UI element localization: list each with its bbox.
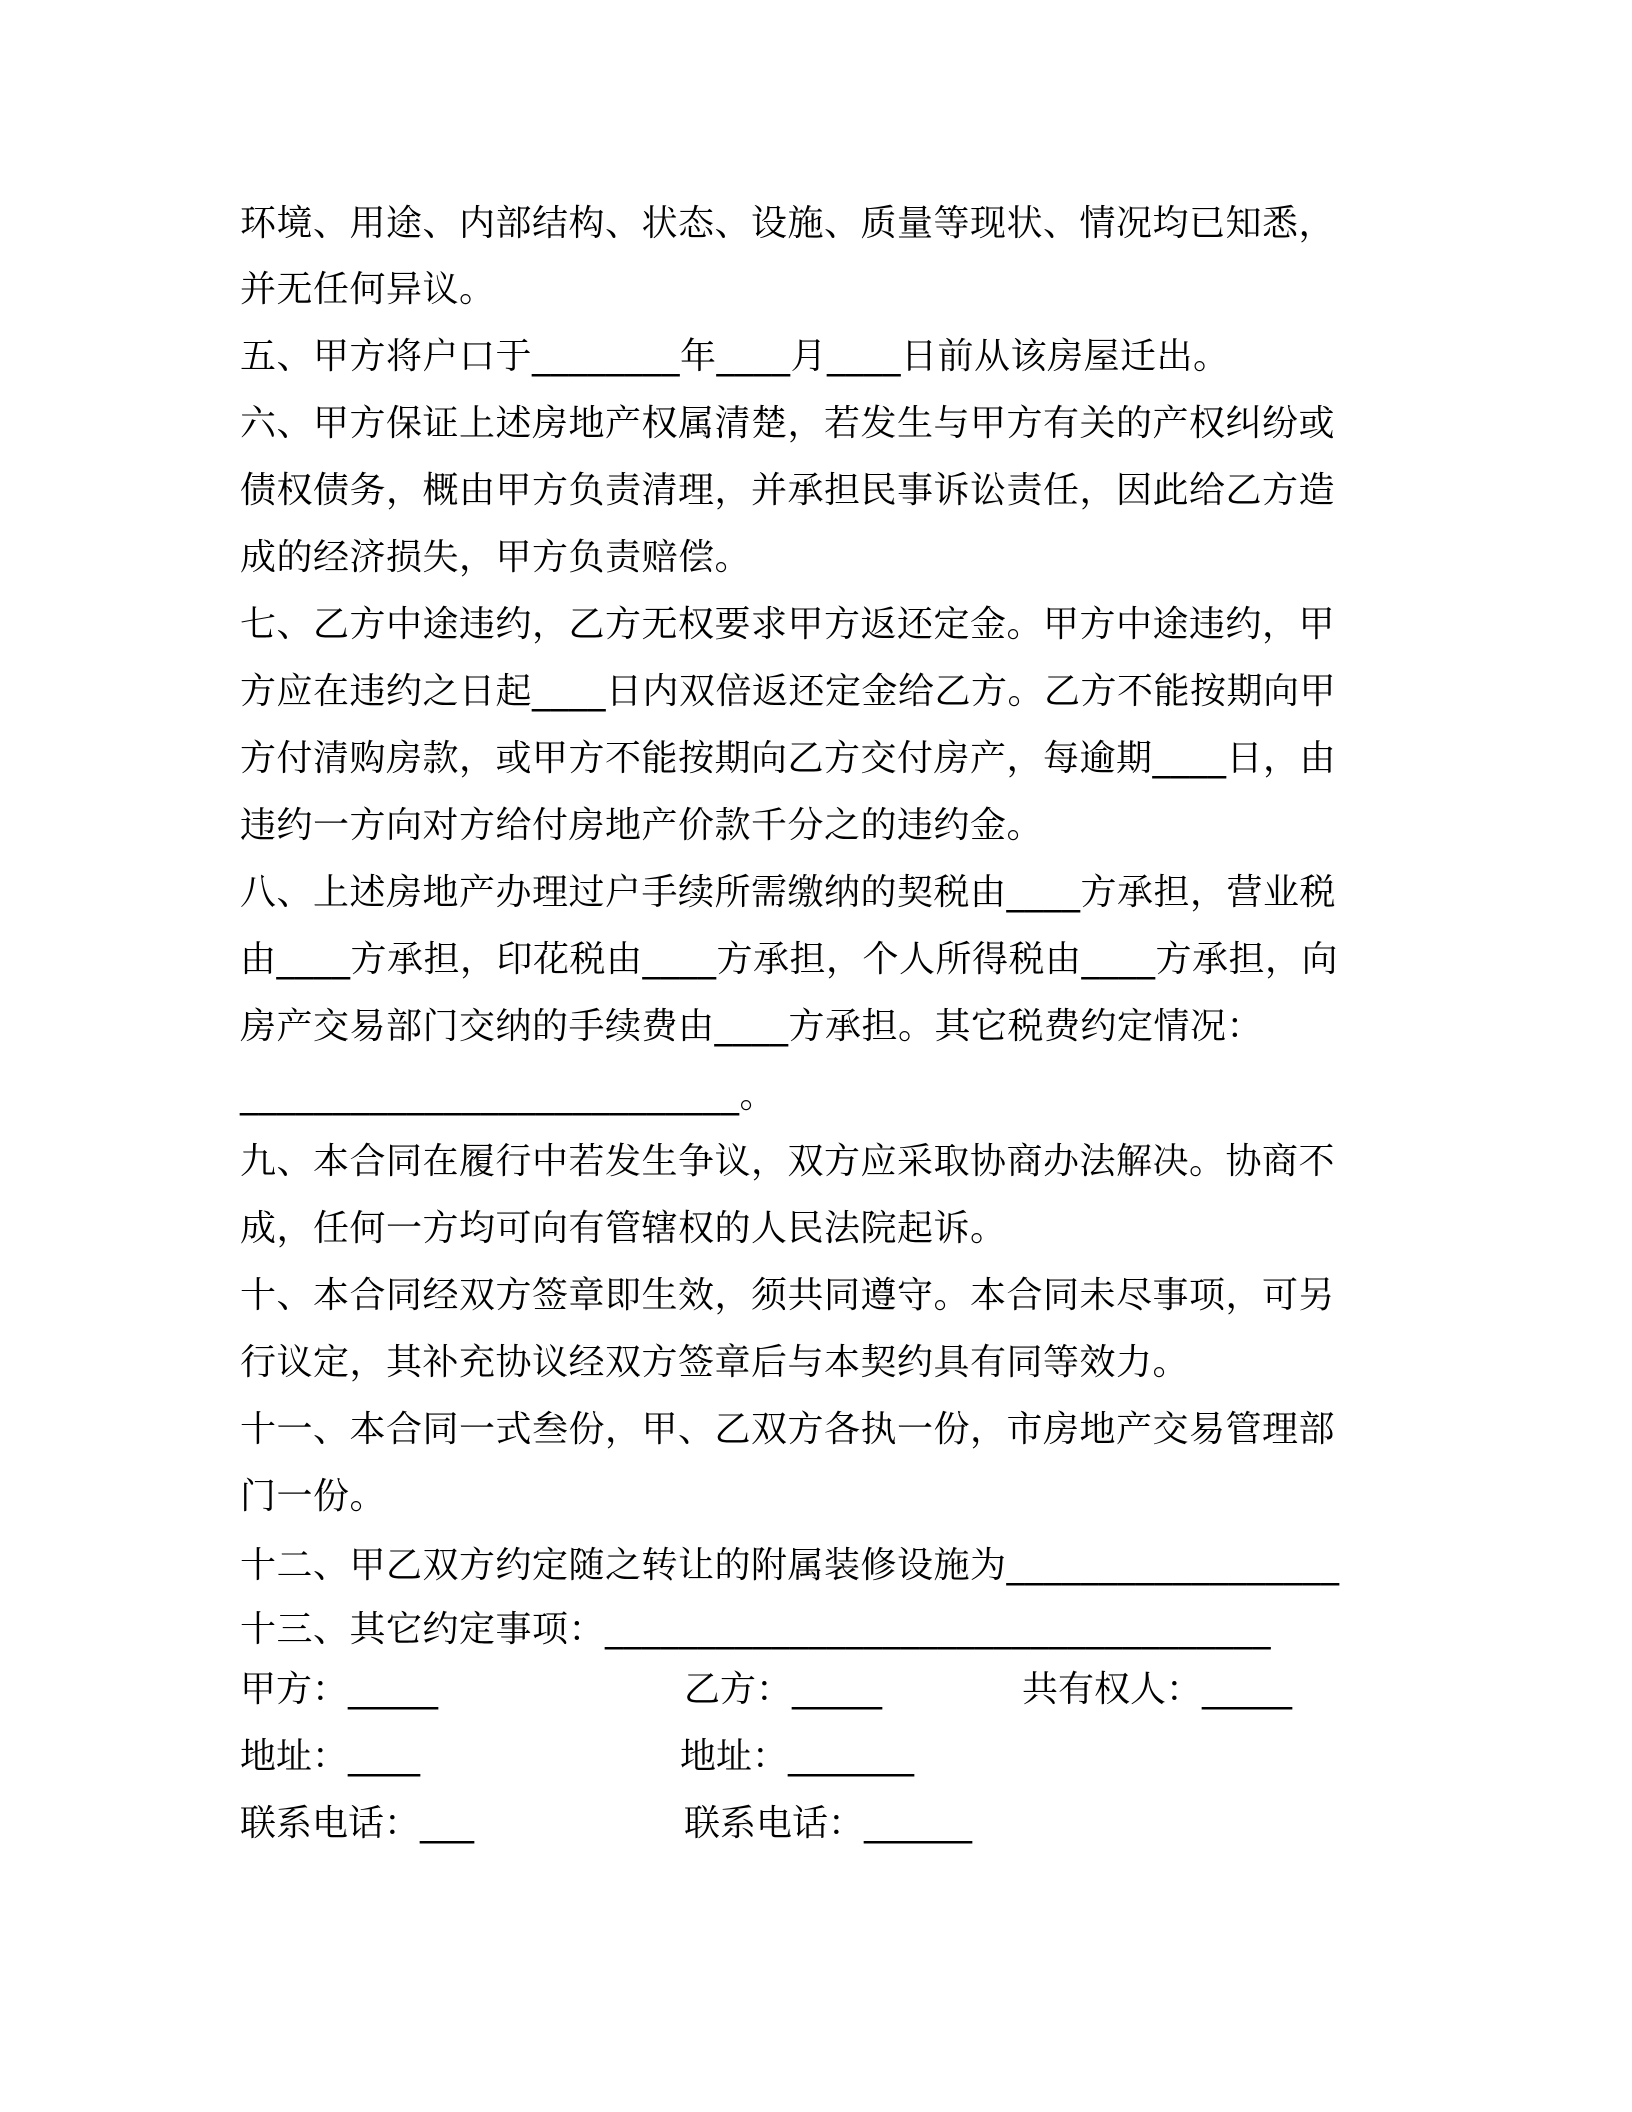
text-line: 成的经济损失，甲方负责赔偿。	[240, 537, 752, 578]
party-b-address: 地址：_______	[680, 1736, 915, 1777]
text-line: 由____方承担，印花税由____方承担，个人所得税由____方承担，向	[240, 939, 1339, 980]
text-line: 成，任何一方均可向有管辖权的人民法院起诉。	[240, 1208, 1007, 1249]
party-b-phone: 联系电话：______	[684, 1803, 973, 1844]
party-b-signature: 乙方：_____	[684, 1669, 883, 1710]
party-a-phone: 联系电话：___	[240, 1803, 475, 1844]
text-line: 房产交易部门交纳的手续费由____方承担。其它税费约定情况：	[240, 1006, 1264, 1047]
clause-7: 七、乙方中途违约，乙方无权要求甲方返还定金。甲方中途违约，甲	[240, 604, 1336, 645]
text-line: 债权债务，概由甲方负责清理，并承担民事诉讼责任，因此给乙方造	[240, 470, 1336, 511]
clause-12: 十二、甲乙双方约定随之转让的附属装修设施为__________________	[240, 1545, 1340, 1586]
co-owner-signature: 共有权人：_____	[1022, 1669, 1293, 1710]
text-line: 方付清购房款，或甲方不能按期向乙方交付房产，每逾期____日，由	[240, 738, 1337, 779]
clause-5: 五、甲方将户口于________年____月____日前从该房屋迁出。	[240, 336, 1230, 377]
text-line: 环境、用途、内部结构、状态、设施、质量等现状、情况均已知悉，	[240, 203, 1336, 244]
clause-10: 十、本合同经双方签章即生效，须共同遵守。本合同未尽事项，可另	[240, 1275, 1336, 1316]
text-line: 门一份。	[240, 1476, 387, 1517]
text-line: 违约一方向对方给付房地产价款千分之的违约金。	[240, 805, 1044, 846]
text-line: 行议定，其补充协议经双方签章后与本契约具有同等效力。	[240, 1342, 1190, 1383]
text-line: 方应在违约之日起____日内双倍返还定金给乙方。乙方不能按期向甲	[240, 671, 1337, 712]
clause-6: 六、甲方保证上述房地产权属清楚，若发生与甲方有关的产权纠纷或	[240, 403, 1336, 444]
clause-8: 八、上述房地产办理过户手续所需缴纳的契税由____方承担，营业税	[240, 872, 1337, 913]
clause-11: 十一、本合同一式叁份，甲、乙双方各执一份，市房地产交易管理部	[240, 1409, 1336, 1450]
text-line: ___________________________。	[240, 1075, 776, 1116]
party-a-signature: 甲方：_____	[240, 1669, 439, 1710]
text-line: 并无任何异议。	[240, 269, 496, 310]
clause-9: 九、本合同在履行中若发生争议，双方应采取协商办法解决。协商不	[240, 1141, 1336, 1182]
clause-13: 十三、其它约定事项：____________________________________	[240, 1609, 1272, 1650]
party-a-address: 地址：____	[240, 1736, 421, 1777]
